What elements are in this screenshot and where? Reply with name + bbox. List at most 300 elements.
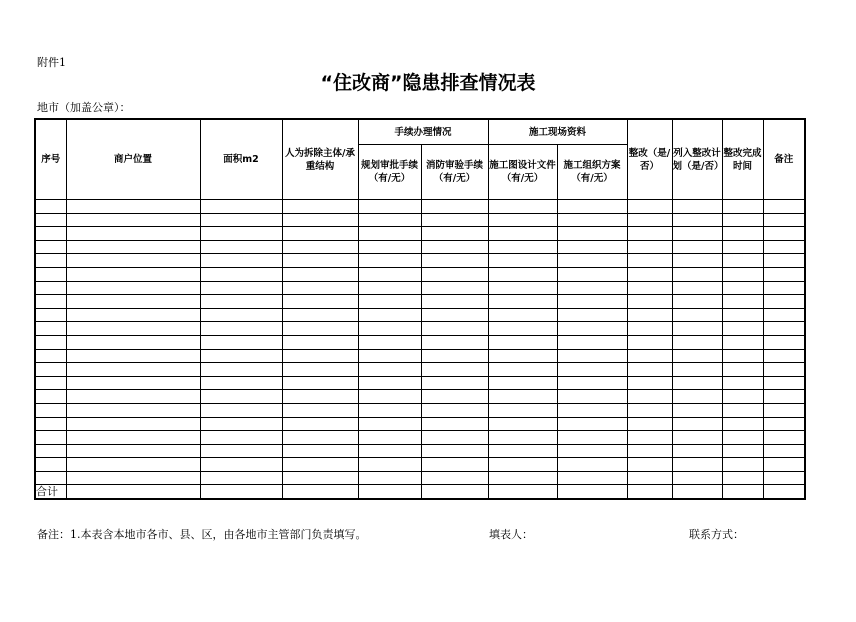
- table-cell[interactable]: [722, 376, 763, 390]
- table-cell[interactable]: [358, 240, 421, 254]
- table-cell[interactable]: [488, 213, 557, 227]
- table-cell[interactable]: [421, 417, 488, 431]
- table-cell[interactable]: [200, 240, 282, 254]
- total-cell[interactable]: [672, 485, 722, 499]
- table-cell[interactable]: [763, 417, 805, 431]
- header-seq: 序号: [35, 119, 66, 200]
- table-cell[interactable]: [672, 295, 722, 309]
- table-cell[interactable]: [282, 281, 358, 295]
- table-cell[interactable]: [421, 200, 488, 214]
- table-cell[interactable]: [627, 240, 672, 254]
- attachment-label: 附件1: [37, 56, 66, 69]
- table-cell[interactable]: [35, 267, 66, 281]
- table-cell[interactable]: [66, 444, 200, 458]
- table-cell[interactable]: [722, 295, 763, 309]
- table-cell[interactable]: [488, 308, 557, 322]
- table-cell[interactable]: [35, 390, 66, 404]
- table-cell[interactable]: [200, 200, 282, 214]
- table-cell[interactable]: [35, 363, 66, 377]
- table-cell[interactable]: [627, 444, 672, 458]
- table-cell[interactable]: [282, 213, 358, 227]
- table-cell[interactable]: [66, 295, 200, 309]
- table-cell[interactable]: [421, 254, 488, 268]
- table-cell[interactable]: [763, 240, 805, 254]
- header-org-plan: 施工组织方案（有/无）: [557, 145, 627, 200]
- total-cell[interactable]: [627, 485, 672, 499]
- table-cell[interactable]: [358, 200, 421, 214]
- table-cell[interactable]: [282, 458, 358, 472]
- table-cell[interactable]: [722, 322, 763, 336]
- table-cell[interactable]: [282, 349, 358, 363]
- table-row: [35, 308, 805, 322]
- table-cell[interactable]: [557, 254, 627, 268]
- table-cell[interactable]: [358, 417, 421, 431]
- table-cell[interactable]: [421, 431, 488, 445]
- header-row-1: [35, 119, 805, 145]
- table-cell[interactable]: [672, 431, 722, 445]
- table-cell[interactable]: [421, 471, 488, 485]
- table-cell[interactable]: [358, 471, 421, 485]
- table-cell[interactable]: [672, 458, 722, 472]
- table-cell[interactable]: [488, 458, 557, 472]
- table-cell[interactable]: [763, 363, 805, 377]
- table-cell[interactable]: [763, 308, 805, 322]
- table-cell[interactable]: [66, 335, 200, 349]
- table-cell[interactable]: [282, 200, 358, 214]
- table-cell[interactable]: [421, 281, 488, 295]
- table-cell[interactable]: [627, 267, 672, 281]
- table-cell[interactable]: [282, 431, 358, 445]
- table-cell[interactable]: [557, 281, 627, 295]
- table-cell[interactable]: [627, 349, 672, 363]
- table-cell[interactable]: [763, 403, 805, 417]
- table-cell[interactable]: [488, 200, 557, 214]
- table-cell[interactable]: [35, 335, 66, 349]
- table-cell[interactable]: [282, 335, 358, 349]
- table-cell[interactable]: [627, 295, 672, 309]
- table-cell[interactable]: [200, 267, 282, 281]
- table-cell[interactable]: [722, 308, 763, 322]
- header-fire: 消防审验手续（有/无）: [421, 145, 488, 200]
- table-cell[interactable]: [358, 295, 421, 309]
- table-cell[interactable]: [763, 444, 805, 458]
- table-cell[interactable]: [488, 431, 557, 445]
- header-rectify: 整改（是/否）: [627, 119, 672, 200]
- table-cell[interactable]: [763, 281, 805, 295]
- table-cell[interactable]: [66, 471, 200, 485]
- table-cell[interactable]: [557, 349, 627, 363]
- table-cell[interactable]: [763, 376, 805, 390]
- table-cell[interactable]: [35, 403, 66, 417]
- table-cell[interactable]: [557, 390, 627, 404]
- table-cell[interactable]: [35, 281, 66, 295]
- table-cell[interactable]: [488, 376, 557, 390]
- table-cell[interactable]: [557, 240, 627, 254]
- table-cell[interactable]: [763, 254, 805, 268]
- table-cell[interactable]: [627, 308, 672, 322]
- table-cell[interactable]: [421, 322, 488, 336]
- table-cell[interactable]: [66, 281, 200, 295]
- table-cell[interactable]: [282, 240, 358, 254]
- table-cell[interactable]: [722, 403, 763, 417]
- table-cell[interactable]: [672, 335, 722, 349]
- table-cell[interactable]: [722, 281, 763, 295]
- table-row: [35, 390, 805, 404]
- inspection-table: [34, 118, 806, 500]
- table-cell[interactable]: [200, 363, 282, 377]
- table-cell[interactable]: [35, 458, 66, 472]
- table-cell[interactable]: [200, 390, 282, 404]
- table-cell[interactable]: [488, 390, 557, 404]
- table-cell[interactable]: [488, 363, 557, 377]
- contact-label: 联系方式：: [689, 528, 744, 541]
- table-cell[interactable]: [722, 417, 763, 431]
- table-cell[interactable]: [763, 390, 805, 404]
- table-row: [35, 444, 805, 458]
- table-cell[interactable]: [200, 227, 282, 241]
- table-cell[interactable]: [200, 322, 282, 336]
- table-cell[interactable]: [763, 227, 805, 241]
- table-cell[interactable]: [421, 458, 488, 472]
- table-cell[interactable]: [722, 444, 763, 458]
- table-cell[interactable]: [763, 213, 805, 227]
- table-cell[interactable]: [672, 376, 722, 390]
- table-cell[interactable]: [722, 200, 763, 214]
- table-cell[interactable]: [488, 471, 557, 485]
- table-cell[interactable]: [557, 267, 627, 281]
- table-row: [35, 431, 805, 445]
- table-cell[interactable]: [200, 254, 282, 268]
- table-cell[interactable]: [627, 335, 672, 349]
- table-cell[interactable]: [627, 458, 672, 472]
- table-row: [35, 349, 805, 363]
- table-cell[interactable]: [66, 349, 200, 363]
- table-cell[interactable]: [488, 444, 557, 458]
- table-cell[interactable]: [421, 335, 488, 349]
- table-cell[interactable]: [672, 267, 722, 281]
- table-row: [35, 213, 805, 227]
- total-cell[interactable]: [358, 485, 421, 499]
- table-cell[interactable]: [66, 417, 200, 431]
- table-cell[interactable]: [488, 335, 557, 349]
- table-cell[interactable]: [282, 254, 358, 268]
- table-cell[interactable]: [358, 281, 421, 295]
- table-cell[interactable]: [282, 417, 358, 431]
- table-cell[interactable]: [358, 227, 421, 241]
- table-cell[interactable]: [488, 240, 557, 254]
- table-row: [35, 281, 805, 295]
- table-cell[interactable]: [763, 200, 805, 214]
- total-cell[interactable]: [488, 485, 557, 499]
- table-cell[interactable]: [722, 431, 763, 445]
- table-cell[interactable]: [672, 308, 722, 322]
- table-cell[interactable]: [672, 240, 722, 254]
- table-cell[interactable]: [672, 213, 722, 227]
- table-cell[interactable]: [672, 281, 722, 295]
- table-cell[interactable]: [200, 471, 282, 485]
- table-cell[interactable]: [488, 267, 557, 281]
- total-cell[interactable]: [421, 485, 488, 499]
- table-cell[interactable]: [763, 267, 805, 281]
- table-cell[interactable]: [282, 403, 358, 417]
- table-cell[interactable]: [35, 240, 66, 254]
- header-rectify-plan: 列入整改计划（是/否）: [672, 119, 722, 200]
- table-cell[interactable]: [672, 322, 722, 336]
- table-cell[interactable]: [672, 390, 722, 404]
- table-cell[interactable]: [421, 267, 488, 281]
- table-cell[interactable]: [672, 254, 722, 268]
- table-cell[interactable]: [722, 213, 763, 227]
- table-cell[interactable]: [282, 444, 358, 458]
- header-construction-group: 施工现场资料: [488, 119, 627, 145]
- table-cell[interactable]: [35, 322, 66, 336]
- table-cell[interactable]: [421, 308, 488, 322]
- table-cell[interactable]: [358, 403, 421, 417]
- table-cell[interactable]: [557, 431, 627, 445]
- table-cell[interactable]: [421, 390, 488, 404]
- table-cell[interactable]: [200, 213, 282, 227]
- table-cell[interactable]: [488, 322, 557, 336]
- table-cell[interactable]: [35, 376, 66, 390]
- table-cell[interactable]: [200, 335, 282, 349]
- table-cell[interactable]: [35, 308, 66, 322]
- table-cell[interactable]: [672, 349, 722, 363]
- table-cell[interactable]: [627, 390, 672, 404]
- table-cell[interactable]: [66, 200, 200, 214]
- table-cell[interactable]: [557, 295, 627, 309]
- table-cell[interactable]: [488, 417, 557, 431]
- table-cell[interactable]: [627, 376, 672, 390]
- table-cell[interactable]: [66, 322, 200, 336]
- table-cell[interactable]: [557, 417, 627, 431]
- table-cell[interactable]: [282, 308, 358, 322]
- table-cell[interactable]: [35, 227, 66, 241]
- table-cell[interactable]: [358, 431, 421, 445]
- table-cell[interactable]: [672, 471, 722, 485]
- table-cell[interactable]: [627, 431, 672, 445]
- footer-note: 备注：1.本表含本地市各市、县、区，由各地市主管部门负责填写。: [37, 528, 367, 541]
- table-cell[interactable]: [421, 363, 488, 377]
- table-cell[interactable]: [627, 281, 672, 295]
- table-cell[interactable]: [722, 240, 763, 254]
- table-cell[interactable]: [421, 349, 488, 363]
- table-cell[interactable]: [488, 227, 557, 241]
- table-cell[interactable]: [200, 308, 282, 322]
- table-cell[interactable]: [421, 444, 488, 458]
- total-cell[interactable]: [763, 485, 805, 499]
- table-cell[interactable]: [282, 471, 358, 485]
- table-cell[interactable]: [627, 363, 672, 377]
- table-cell[interactable]: [35, 200, 66, 214]
- table-cell[interactable]: [557, 444, 627, 458]
- table-cell[interactable]: [763, 431, 805, 445]
- header-planning: 规划审批手续（有/无）: [358, 145, 421, 200]
- region-label: 地市（加盖公章）：: [37, 101, 131, 114]
- table-cell[interactable]: [200, 376, 282, 390]
- table-cell[interactable]: [282, 363, 358, 377]
- table-cell[interactable]: [66, 213, 200, 227]
- table-cell[interactable]: [358, 335, 421, 349]
- table-row: [35, 267, 805, 281]
- table-row: [35, 403, 805, 417]
- table-cell[interactable]: [722, 471, 763, 485]
- table-cell[interactable]: [672, 403, 722, 417]
- table-cell[interactable]: [421, 227, 488, 241]
- table-cell[interactable]: [421, 376, 488, 390]
- table-cell[interactable]: [421, 240, 488, 254]
- table-cell[interactable]: [35, 295, 66, 309]
- total-cell[interactable]: [66, 485, 200, 499]
- total-label: 合计: [35, 485, 66, 499]
- table-cell[interactable]: [722, 335, 763, 349]
- table-cell[interactable]: [282, 390, 358, 404]
- table-row: [35, 471, 805, 485]
- table-cell[interactable]: [672, 227, 722, 241]
- table-cell[interactable]: [672, 363, 722, 377]
- header-demolish: 人为拆除主体/承重结构: [282, 119, 358, 200]
- table-cell[interactable]: [66, 390, 200, 404]
- table-cell[interactable]: [282, 322, 358, 336]
- table-cell[interactable]: [200, 444, 282, 458]
- table-cell[interactable]: [282, 376, 358, 390]
- table-cell[interactable]: [763, 458, 805, 472]
- header-procedures-group: 手续办理情况: [358, 119, 488, 145]
- table-cell[interactable]: [282, 295, 358, 309]
- table-cell[interactable]: [358, 322, 421, 336]
- table-cell[interactable]: [488, 349, 557, 363]
- table-cell[interactable]: [557, 335, 627, 349]
- table-cell[interactable]: [763, 471, 805, 485]
- table-cell[interactable]: [557, 308, 627, 322]
- table-cell[interactable]: [35, 471, 66, 485]
- page-title: “住改商”隐患排查情况表: [320, 72, 536, 94]
- table-cell[interactable]: [66, 458, 200, 472]
- table-cell[interactable]: [282, 227, 358, 241]
- table-cell[interactable]: [200, 281, 282, 295]
- table-cell[interactable]: [35, 254, 66, 268]
- table-cell[interactable]: [722, 227, 763, 241]
- table-cell[interactable]: [557, 471, 627, 485]
- table-cell[interactable]: [627, 227, 672, 241]
- table-cell[interactable]: [627, 322, 672, 336]
- table-cell[interactable]: [35, 349, 66, 363]
- total-cell[interactable]: [557, 485, 627, 499]
- table-cell[interactable]: [358, 267, 421, 281]
- table-cell[interactable]: [66, 308, 200, 322]
- table-cell[interactable]: [763, 349, 805, 363]
- table-cell[interactable]: [627, 403, 672, 417]
- table-cell[interactable]: [627, 254, 672, 268]
- table-cell[interactable]: [722, 363, 763, 377]
- table-cell[interactable]: [488, 403, 557, 417]
- table-cell[interactable]: [488, 254, 557, 268]
- table-cell[interactable]: [66, 267, 200, 281]
- table-cell[interactable]: [358, 376, 421, 390]
- filler-label: 填表人：: [489, 528, 533, 541]
- table-cell[interactable]: [66, 431, 200, 445]
- table-cell[interactable]: [200, 349, 282, 363]
- table-cell[interactable]: [200, 458, 282, 472]
- table-cell[interactable]: [722, 390, 763, 404]
- table-cell[interactable]: [358, 363, 421, 377]
- table-cell[interactable]: [200, 295, 282, 309]
- table-cell[interactable]: [557, 458, 627, 472]
- table-cell[interactable]: [627, 471, 672, 485]
- table-cell[interactable]: [66, 240, 200, 254]
- table-cell[interactable]: [557, 403, 627, 417]
- header-rectify-time: 整改完成时间: [722, 119, 763, 200]
- table-cell[interactable]: [421, 403, 488, 417]
- table-cell[interactable]: [66, 376, 200, 390]
- header-area: 面积m2: [200, 119, 282, 200]
- table-cell[interactable]: [358, 308, 421, 322]
- table-cell[interactable]: [557, 227, 627, 241]
- table-cell[interactable]: [358, 254, 421, 268]
- table-cell[interactable]: [35, 444, 66, 458]
- table-cell[interactable]: [358, 349, 421, 363]
- table-cell[interactable]: [557, 213, 627, 227]
- table-cell[interactable]: [488, 281, 557, 295]
- table-cell[interactable]: [627, 417, 672, 431]
- table-cell[interactable]: [763, 322, 805, 336]
- table-cell[interactable]: [66, 254, 200, 268]
- header-remarks: 备注: [763, 119, 805, 200]
- table-cell[interactable]: [627, 213, 672, 227]
- table-cell[interactable]: [557, 376, 627, 390]
- table-cell[interactable]: [200, 417, 282, 431]
- table-cell[interactable]: [35, 213, 66, 227]
- table-cell[interactable]: [763, 295, 805, 309]
- table-row: [35, 227, 805, 241]
- table-row: [35, 335, 805, 349]
- table-cell[interactable]: [722, 349, 763, 363]
- table-cell[interactable]: [358, 458, 421, 472]
- table-cell[interactable]: [358, 444, 421, 458]
- table-cell[interactable]: [672, 417, 722, 431]
- table-cell[interactable]: [557, 200, 627, 214]
- table-cell[interactable]: [200, 403, 282, 417]
- table-cell[interactable]: [66, 403, 200, 417]
- table-cell[interactable]: [66, 227, 200, 241]
- table-cell[interactable]: [200, 431, 282, 445]
- total-cell[interactable]: [722, 485, 763, 499]
- table-row: [35, 200, 805, 214]
- table-cell[interactable]: [282, 267, 358, 281]
- table-cell[interactable]: [35, 417, 66, 431]
- table-cell[interactable]: [672, 444, 722, 458]
- table-cell[interactable]: [358, 390, 421, 404]
- table-cell[interactable]: [763, 335, 805, 349]
- table-cell[interactable]: [35, 431, 66, 445]
- table-cell[interactable]: [722, 254, 763, 268]
- total-cell[interactable]: [282, 485, 358, 499]
- table-cell[interactable]: [557, 363, 627, 377]
- total-cell[interactable]: [200, 485, 282, 499]
- table-cell[interactable]: [358, 213, 421, 227]
- table-row: [35, 417, 805, 431]
- table-cell[interactable]: [66, 363, 200, 377]
- table-cell[interactable]: [722, 267, 763, 281]
- table-cell[interactable]: [421, 295, 488, 309]
- table-cell[interactable]: [722, 458, 763, 472]
- table-row: [35, 458, 805, 472]
- table-row: [35, 254, 805, 268]
- table-cell[interactable]: [557, 322, 627, 336]
- table-cell[interactable]: [627, 200, 672, 214]
- table-cell[interactable]: [672, 200, 722, 214]
- table-cell[interactable]: [421, 213, 488, 227]
- table-cell[interactable]: [488, 295, 557, 309]
